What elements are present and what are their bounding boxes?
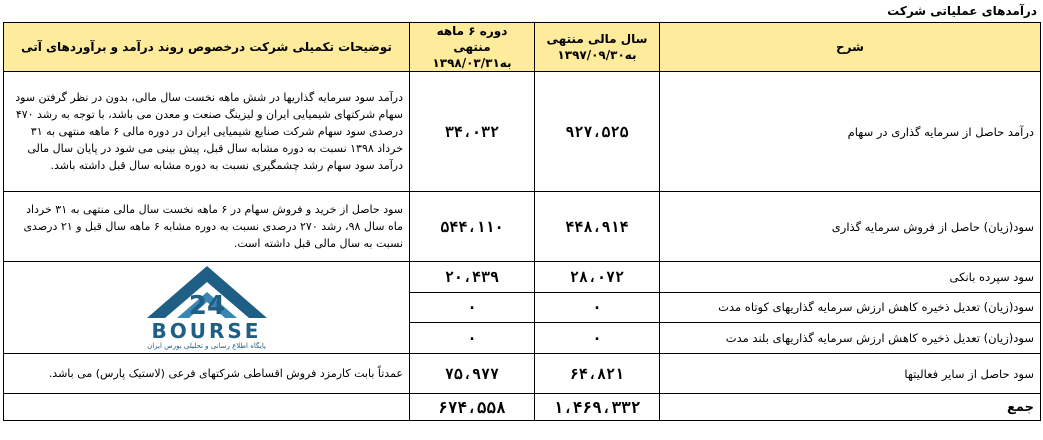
header-notes: توضیحات تکمیلی شرکت درخصوص روند درآمد و برآوردهای آتی xyxy=(4,23,410,72)
row-note: عمدتاً بابت کارمزد فروش اقساطی شرکتهای فرعی (لاستیک پارس) می باشد. xyxy=(4,354,410,394)
svg-text:24: 24 xyxy=(188,291,225,320)
row-year-1397-value: ۰ xyxy=(535,323,660,354)
row-half-1398-value: ۳۴،۰۳۲ xyxy=(410,72,535,192)
row-half-1398-value: ۰ xyxy=(410,323,535,354)
report-title: درآمدهای عملیاتی شرکت xyxy=(887,4,1037,18)
row-half-1398-value: ۲۰،۴۳۹ xyxy=(410,262,535,293)
table-row xyxy=(4,72,1041,192)
row-description: درآمد حاصل از سرمایه گذاری در سهام xyxy=(660,72,1041,192)
row-note: درآمد سود سرمایه گذاریها در شش ماهه نخست سال مالی، بدون در نظر گرفتن سود سهام شرکتهای شیمیایی ایران و لیزینگ صنعت و معدن می باشد، با توجه به رشد ۴۷۰ درصدی سود سهام شرکت صنایع شیمیایی ایران در دوره مالی ۶ ماهه منتهی به ۳۱ خرداد ۱۳۹۸ نسبت به دوره مشابه سال قبل، پیش بینی می شود در پایان سال مالی درآمد سود سهام رشد چشمگیری نسبت به دوره مشابه سال قبل داشته باشد. xyxy=(4,72,410,192)
row-half-1398-value: ۵۴۴،۱۱۰ xyxy=(410,192,535,262)
row-year-1397-value: ۹۲۷،۵۲۵ xyxy=(535,72,660,192)
row-half-1398-value: ۰ xyxy=(410,292,535,323)
operating-income-table xyxy=(3,22,1041,421)
row-year-1397-value: ۰ xyxy=(535,292,660,323)
row-year-1397-value: ۶۴،۸۲۱ xyxy=(535,354,660,394)
bourse-logo xyxy=(137,262,277,351)
table-row xyxy=(4,262,1041,293)
total-year-1397-value: ۱،۴۶۹،۳۳۲ xyxy=(535,394,660,421)
row-description: سود حاصل از سایر فعالیتها xyxy=(660,354,1041,394)
header-description: شرح xyxy=(660,23,1041,72)
row-year-1397-value: ۴۴۸،۹۱۴ xyxy=(535,192,660,262)
table-header-row xyxy=(4,23,1041,72)
row-note: سود حاصل از خرید و فروش سهام در ۶ ماهه نخست سال مالی منتهی به ۳۱ خرداد ماه سال ۹۸، رشد ۲۷۰ درصدی نسبت به دوره مشابه ۶ ماهه سال قبل و ۲۱ درصدی نسبت به سال مالی قبل داشته است. xyxy=(4,192,410,262)
row-description: سود(زیان) تعدیل ذخیره کاهش ارزش سرمایه گذاریهای بلند مدت xyxy=(660,323,1041,354)
row-year-1397-value: ۲۸،۰۷۲ xyxy=(535,262,660,293)
header-half-1398: دوره ۶ ماهه منتهی به۱۳۹۸/۰۳/۳۱ xyxy=(410,23,535,72)
total-half-1398-value: ۶۷۴،۵۵۸ xyxy=(410,394,535,421)
row-half-1398-value: ۷۵،۹۷۷ xyxy=(410,354,535,394)
bourse-logo-word: BOURSE xyxy=(151,319,262,343)
table-row xyxy=(4,192,1041,262)
table-row xyxy=(4,354,1041,394)
row-description: سود(زیان) تعدیل ذخیره کاهش ارزش سرمایه گذاریهای کوتاه مدت xyxy=(660,292,1041,323)
total-label: جمع xyxy=(660,394,1041,421)
row-description: سود سپرده بانکی xyxy=(660,262,1041,293)
row-description: سود(زیان) حاصل از فروش سرمایه گذاری xyxy=(660,192,1041,262)
bourse-logo-subtitle: پایگاه اطلاع رسانی و تحلیلی بورس ایران xyxy=(147,342,266,350)
header-year-1397: سال مالی منتهی به۱۳۹۷/۰۹/۳۰ xyxy=(535,23,660,72)
bourse-logo-mark-icon xyxy=(137,262,277,320)
total-row xyxy=(4,394,1041,421)
logo-cell xyxy=(4,262,410,354)
total-note-empty xyxy=(4,394,410,421)
